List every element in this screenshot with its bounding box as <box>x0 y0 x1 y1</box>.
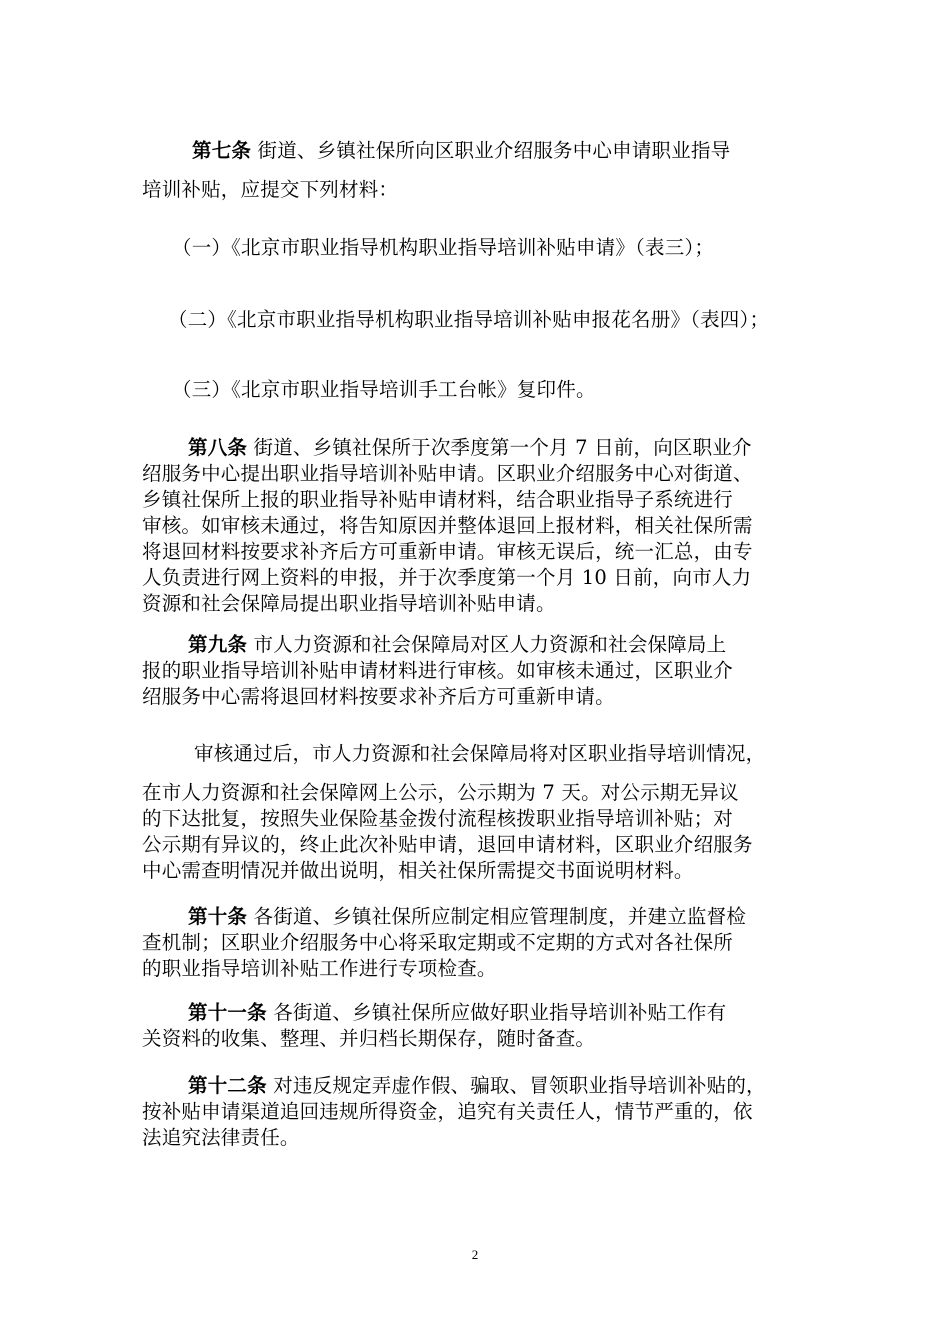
article-8-line-7: 资源和社会保障局提出职业指导培训补贴申请。 <box>142 592 556 615</box>
article-11-heading: 第十一条 <box>188 1001 267 1024</box>
article-11-text: 各街道、乡镇社保所应做好职业指导培训补贴工作有 <box>273 1001 727 1024</box>
article-9-text: 市人力资源和社会保障局对区人力资源和社会保障局上 <box>253 633 727 656</box>
article-12-first-line <box>188 1073 868 1099</box>
article-12-heading: 第十二条 <box>188 1074 267 1097</box>
article-9-line-4: 审核通过后，市人力资源和社会保障局将对区职业指导培训情况， <box>194 742 766 765</box>
article-11-line-2: 关资料的收集、整理、并归档长期保存，随时备查。 <box>142 1027 596 1050</box>
article-8-first-line <box>188 435 868 461</box>
article-9-line-3: 绍服务中心需将退回材料按要求补齐后方可重新申请。 <box>142 685 615 708</box>
article-8-heading: 第八条 <box>188 436 248 459</box>
article-7-item-3: （三）《北京市职业指导培训手工台帐》复印件。 <box>172 378 596 401</box>
article-11-first-line <box>188 1000 868 1026</box>
article-10-text: 各街道、乡镇社保所应制定相应管理制度，并建立监督检 <box>253 905 747 928</box>
article-8-line-3: 乡镇社保所上报的职业指导补贴申请材料，结合职业指导子系统进行 <box>142 488 734 511</box>
article-7-first-line <box>192 138 872 164</box>
article-12-text: 对违反规定弄虚作假、骗取、冒领职业指导培训补贴的， <box>273 1074 766 1097</box>
article-7-text: 街道、乡镇社保所向区职业介绍服务中心申请职业指导 <box>257 139 731 162</box>
article-9-first-line <box>188 632 868 658</box>
article-7-item-2: （二）《北京市职业指导机构职业指导培训补贴申报花名册》（表四）； <box>168 308 770 331</box>
article-12-line-2: 按补贴申请渠道追回违规所得资金，追究有关责任人，情节严重的，依 <box>142 1100 753 1123</box>
article-12-line-3: 法追究法律责任。 <box>142 1126 300 1149</box>
article-9-line-8: 中心需查明情况并做出说明，相关社保所需提交书面说明材料。 <box>142 859 694 882</box>
article-8-line-5: 将退回材料按要求补齐后方可重新申请。审核无误后，统一汇总，由专 <box>142 540 753 563</box>
article-8-line-4: 审核。如审核未通过，将告知原因并整体退回上报材料，相关社保所需 <box>142 514 753 537</box>
article-9-line-5: 在市人力资源和社会保障网上公示，公示期为 7 天。对公示期无异议 <box>142 781 739 804</box>
article-9-line-2: 报的职业指导培训补贴申请材料进行审核。如审核未通过，区职业介 <box>142 659 734 682</box>
article-8-line-2: 绍服务中心提出职业指导培训补贴申请。区职业介绍服务中心对街道、 <box>142 462 753 485</box>
page-number: 2 <box>471 1247 479 1262</box>
article-8-text: 街道、乡镇社保所于次季度第一个月 7 日前，向区职业介 <box>253 436 752 459</box>
article-10-heading: 第十条 <box>188 905 248 928</box>
article-10-line-2: 查机制；区职业介绍服务中心将采取定期或不定期的方式对各社保所 <box>142 931 734 954</box>
article-9-line-6: 的下达批复，按照失业保险基金拨付流程核拨职业指导培训补贴；对 <box>142 807 734 830</box>
article-8-line-6: 人负责进行网上资料的申报，并于次季度第一个月 10 日前，向市人力 <box>142 566 752 589</box>
article-7-item-1: （一）《北京市职业指导机构职业指导培训补贴申请》（表三）； <box>172 236 715 259</box>
article-10-first-line <box>188 904 868 930</box>
article-9-line-7: 公示期有异议的，终止此次补贴申请，退回申请材料，区职业介绍服务 <box>142 833 753 856</box>
article-7-line-2: 培训补贴，应提交下列材料： <box>142 178 399 201</box>
article-7-heading: 第七条 <box>192 139 252 162</box>
article-10-line-3: 的职业指导培训补贴工作进行专项检查。 <box>142 957 497 980</box>
article-9-heading: 第九条 <box>188 633 248 656</box>
